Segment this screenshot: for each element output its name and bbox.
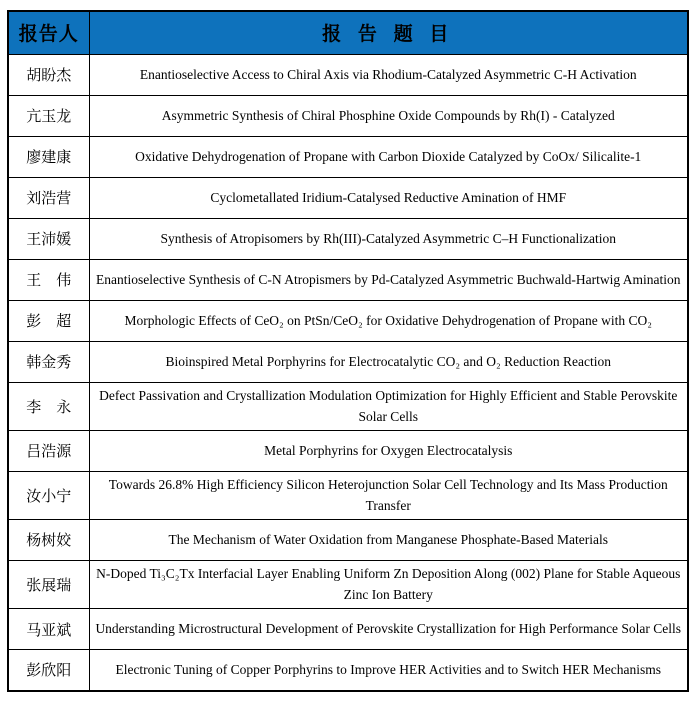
report-table-body bbox=[8, 54, 688, 691]
table-row bbox=[8, 177, 688, 218]
presenter-name: 彭 超 bbox=[8, 300, 89, 341]
table-row bbox=[8, 560, 688, 608]
report-title: Enantioselective Access to Chiral Axis via Rhodium-Catalyzed Asymmetric C-H Activation bbox=[89, 54, 688, 95]
report-title: The Mechanism of Water Oxidation from Manganese Phosphate-Based Materials bbox=[89, 519, 688, 560]
table-row bbox=[8, 471, 688, 519]
table-row bbox=[8, 609, 688, 650]
table-row bbox=[8, 218, 688, 259]
presenter-name: 廖建康 bbox=[8, 136, 89, 177]
table-row bbox=[8, 341, 688, 382]
presenter-name: 李 永 bbox=[8, 382, 89, 430]
report-title: Synthesis of Atropisomers by Rh(III)-Catalyzed Asymmetric C–H Functionalization bbox=[89, 218, 688, 259]
report-title: Bioinspired Metal Porphyrins for Electrocatalytic CO₂ and O₂ Reduction Reaction bbox=[89, 341, 688, 382]
table-row bbox=[8, 136, 688, 177]
presenter-name: 亢玉龙 bbox=[8, 95, 89, 136]
presenter-name: 张展瑞 bbox=[8, 560, 89, 608]
report-title: N-Doped Ti₃C₂Tx Interfacial Layer Enabling Uniform Zn Deposition Along (002) Plane for Stable Aqueous Zinc Ion Battery bbox=[89, 560, 688, 608]
table-row bbox=[8, 300, 688, 341]
presenter-name: 胡盼杰 bbox=[8, 54, 89, 95]
presenter-name: 吕浩源 bbox=[8, 430, 89, 471]
report-title: Asymmetric Synthesis of Chiral Phosphine Oxide Compounds by Rh(I) - Catalyzed bbox=[89, 95, 688, 136]
report-title: Metal Porphyrins for Oxygen Electrocatalysis bbox=[89, 430, 688, 471]
report-title: Morphologic Effects of CeO₂ on PtSn/CeO₂ for Oxidative Dehydrogenation of Propane with CO₂ bbox=[89, 300, 688, 341]
table-row bbox=[8, 519, 688, 560]
report-title: Towards 26.8% High Efficiency Silicon Heterojunction Solar Cell Technology and Its Mass Production Transfer bbox=[89, 471, 688, 519]
title-column-header: 报 告 题 目 bbox=[89, 11, 688, 54]
presenter-name: 刘浩营 bbox=[8, 177, 89, 218]
presenter-name: 杨树姣 bbox=[8, 519, 89, 560]
table-row bbox=[8, 54, 688, 95]
presenter-name: 王 伟 bbox=[8, 259, 89, 300]
presenter-name: 王沛媛 bbox=[8, 218, 89, 259]
report-title: Cyclometallated Iridium-Catalysed Reductive Amination of HMF bbox=[89, 177, 688, 218]
table-row bbox=[8, 430, 688, 471]
report-title: Understanding Microstructural Development of Perovskite Crystallization for High Performance Solar Cells bbox=[89, 609, 688, 650]
presenter-name: 汝小宁 bbox=[8, 471, 89, 519]
report-title: Defect Passivation and Crystallization Modulation Optimization for Highly Efficient and Stable Perovskite Solar Cells bbox=[89, 382, 688, 430]
table-row bbox=[8, 382, 688, 430]
table-row bbox=[8, 650, 688, 691]
report-title: Oxidative Dehydrogenation of Propane with Carbon Dioxide Catalyzed by CoOx/ Silicalite-1 bbox=[89, 136, 688, 177]
table-header-row bbox=[8, 11, 688, 54]
report-title: Enantioselective Synthesis of C-N Atropismers by Pd-Catalyzed Asymmetric Buchwald-Hartwig Amination bbox=[89, 259, 688, 300]
report-schedule-table bbox=[7, 10, 689, 692]
presenter-name: 马亚斌 bbox=[8, 609, 89, 650]
presenter-name: 韩金秀 bbox=[8, 341, 89, 382]
table-row bbox=[8, 95, 688, 136]
table-row bbox=[8, 259, 688, 300]
presenter-column-header: 报告人 bbox=[8, 11, 89, 54]
report-title: Electronic Tuning of Copper Porphyrins to Improve HER Activities and to Switch HER Mechanisms bbox=[89, 650, 688, 691]
presenter-name: 彭欣阳 bbox=[8, 650, 89, 691]
